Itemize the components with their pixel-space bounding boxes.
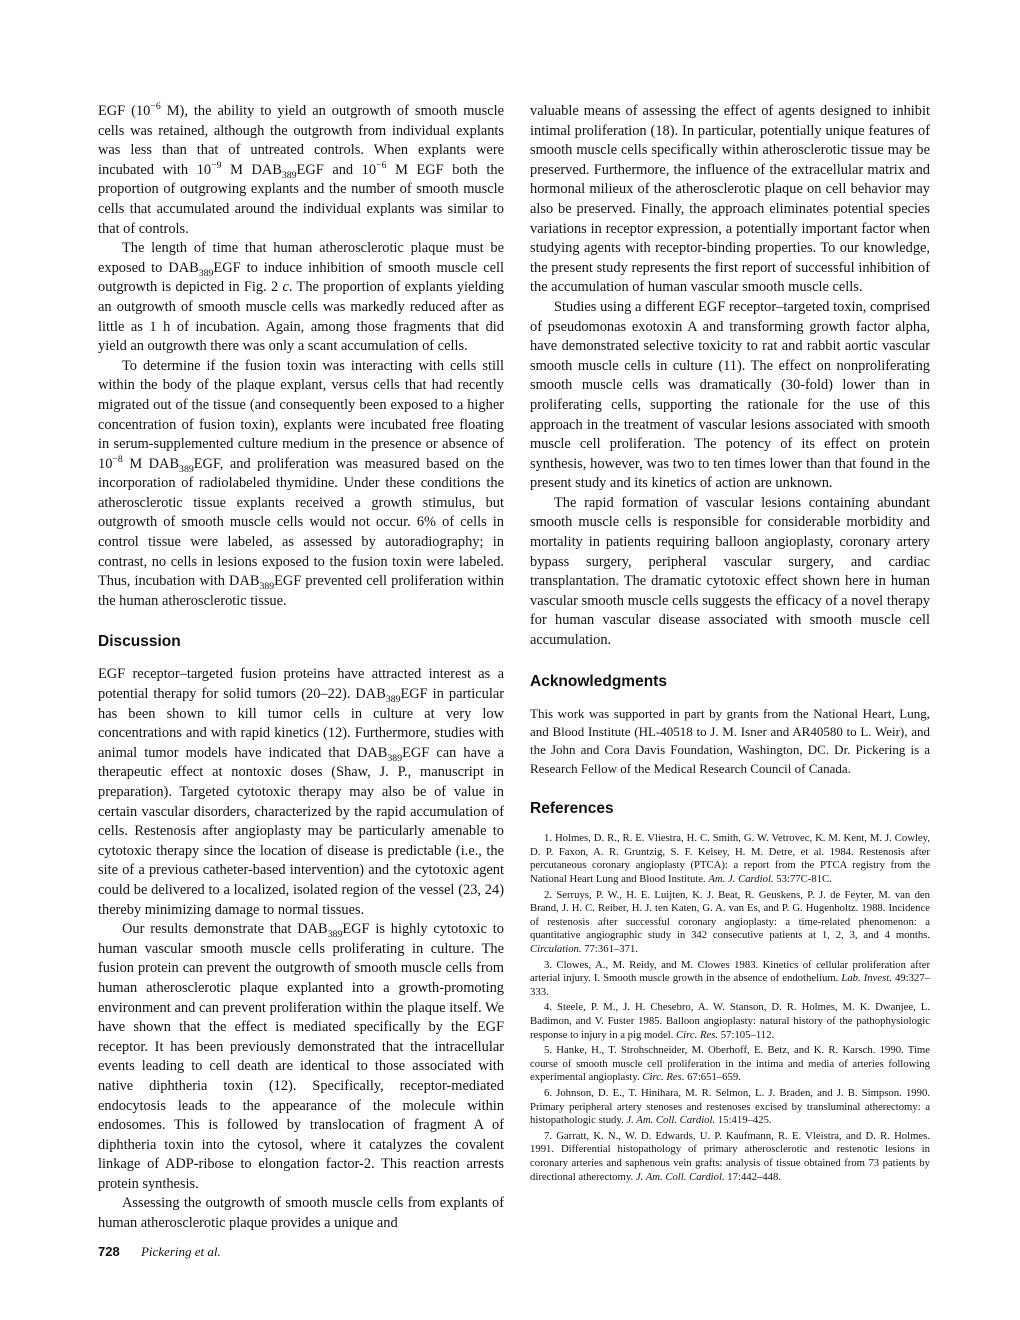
- references-heading: References: [530, 800, 614, 818]
- paragraph-proliferation: To determine if the fusion toxin was interacting with cells still within the body of the plaque explant, versus cells that had recently migrated out of the tissue (and consequently been exposed to a higher concentration of fusion toxin), explants were incubated free floating in serum-supplemented culture medium in the presence or absence of $10^{-8}$ M $DAB_{389}EGF$, and proliferation was measured based on the incorporation of radiolabeled thymidine. Under these conditions the atherosclerotic tissue explants received a growth stimulus, but outgrowth of smooth muscle cells would not occur. 6% of cells in control tissue were labeled, as assessed by autoradiography; in contrast, no cells in lesions exposed to the fusion toxin were labeled. Thus, incubation with $DAB_{389}EGF$ prevented cell proliferation within the human atherosclerotic tissue.: [98, 357, 504, 609]
- reference-item: 3. Clowes, A., M. Reidy, and M. Clowes 1983. Kinetics of cellular proliferation after arterial injury. I. Smooth muscle growth in the absence of endothelium. Lab. Invest. 49:327–333.: [530, 958, 930, 998]
- page-number: 728: [98, 1244, 120, 1259]
- left-column: [98, 102, 504, 1234]
- right-column: [530, 102, 930, 1186]
- acknowledgments-text: This work was supported in part by grants from the National Heart, Lung, and Blood Institute (HL-40518 to J. M. Isner and AR40580 to L. Weir), and the John and Cora Davis Foundation, Washington, DC. Dr. Pickering is a Research Fellow of the Medical Research Council of Canada.: [530, 705, 930, 776]
- paragraph-discussion-3: Assessing the outgrowth of smooth muscle cells from explants of human atherosclerotic plaque provides a unique and: [98, 1195, 504, 1232]
- running-author: Pickering et al.: [140, 1244, 221, 1259]
- discussion-heading: Discussion: [98, 633, 181, 651]
- reference-list: [530, 832, 930, 1184]
- paragraph-egf-results: EGF ($10^{-6}$ M), the ability to yield an outgrowth of smooth muscle cells was retained, although the outgrowth from individual explants was less than that of untreated controls. When explants were incubated with $10^{-9}$ M $DAB_{389}EGF$ and $10^{-6}$ M EGF both the proportion of outgrowing explants and the number of smooth muscle cells that accumulated around the individual explants was similar to that of controls.: [98, 101, 504, 237]
- reference-item: 6. Johnson, D. E., T. Hinihara, M. R. Selmon, L. J. Braden, and J. B. Simpson. 1990. Primary peripheral artery stenoses and restenoses excised by transluminal atherectomy: a histopathologic study. J. Am. Coll. Cardiol. 15:419–425.: [530, 1086, 930, 1127]
- paragraph-continued: valuable means of assessing the effect of agents designed to inhibit intimal proliferation (18). In particular, potentially unique features of smooth muscle cells specifically within atherosclerotic tissue may be preserved. Furthermore, the influence of the extracellular matrix and hormonal milieux of the atherosclerotic plaque on cell behavior may also be preserved. Finally, the approach eliminates potential species variations in receptor expression, a potentially important factor when studying agents with receptor-binding properties. To our knowledge, the present study represents the first report of successful inhibition of the accumulation of human vascular smooth muscle cells.: [530, 103, 930, 296]
- reference-item: 2. Serruys, P. W., H. E. Luijten, K. J. Beat, R. Geuskens, P. J. de Feyter, M. van den Brand, J. H. C. Reiber, H. J. ten Katen, G. A. van Es, and P. G. Hugenholtz. 1988. Incidence of restenosis after successful coronary angioplasty: a time-related phenomenon: a quantitative angiographic study in 342 consecutive patients at 1, 2, 3, and 4 months. Circulation. 77:361–371.: [530, 888, 930, 955]
- acknowledgments-heading: Acknowledgments: [530, 672, 667, 690]
- paragraph-discussion-1: EGF receptor–targeted fusion proteins have attracted interest as a potential therapy for solid tumors (20–22). $DAB_{389}EGF$ in particular has been shown to kill tumor cells in culture at very low concentrations and with rapid kinetics (12). Furthermore, studies with animal tumor models have indicated that $DAB_{389}EGF$ can have a therapeutic effect at nontoxic doses (Shaw, J. P., manuscript in preparation). Targeted cytotoxic therapy may also be of value in certain vascular disorders, characterized by the rapid accumulation of cells. Restenosis after angioplasty may be particularly amenable to cytotoxic therapy since the location of disease is predictable (i.e., the site of a previous catheter-based intervention) and the cytotoxic agent could be delivered to a localized, isolated region of the vessel (23, 24) thereby minimizing damage to normal tissues.: [98, 666, 504, 918]
- paragraph-exposure-time: The length of time that human atherosclerotic plaque must be exposed to $DAB_{389}EGF$ to induce inhibition of smooth muscle cell outgrowth is depicted in Fig. 2 c. The proportion of explants yielding an outgrowth of smooth muscle cells was markedly reduced after as little as 1 h of incubation. Again, among those fragments that did yield an outgrowth there was only a scant accumulation of cells.: [98, 240, 504, 355]
- paragraph-other-toxin: Studies using a different EGF receptor–targeted toxin, comprised of pseudomonas exotoxin A and transforming growth factor alpha, have demonstrated selective toxicity to rat and rabbit aortic vascular smooth muscle cells in culture (11). The effect on nonproliferating smooth muscle cells was dramatically (30-fold) lower than in proliferating cells, supporting the rationale for the use of this approach in the treatment of vascular lesions associated with smooth muscle cell proliferation. The potency of its effect on protein synthesis, however, was two to ten times lower than that found in the present study and its kinetics of action are unknown.: [530, 298, 930, 492]
- reference-item: 4. Steele, P. M., J. H. Chesebro, A. W. Stanson, D. R. Holmes, M. K. Dwanjee, L. Badimon, and V. Fuster 1985. Balloon angioplasty: natural history of the pathophysiologic response to injury in a pig model. Circ. Res. 57:105–112.: [530, 1001, 930, 1041]
- reference-item: 7. Garratt, K. N., W. D. Edwards, U. P. Kaufmann, R. E. Vleistra, and D. R. Holmes. 1991. Differential histopathology of primary atherosclerotic and restenotic lesions in coronary arteries and saphenous vein grafts: analysis of tissue obtained from 73 patients by directional atherectomy. J. Am. Coll. Cardiol. 17:442–448.: [530, 1129, 930, 1183]
- paragraph-discussion-2: Our results demonstrate that $DAB_{389}EGF$ is highly cytotoxic to human vascular smooth muscle cells proliferating in culture. The fusion protein can prevent the outgrowth of smooth muscle cells from human atherosclerotic plaque explanted into a growth-promoting environment and can prevent proliferation within the plaque itself. We have shown that the effect is mediated specifically by the EGF receptor. It has been previously demonstrated that the intracellular events leading to cell death are identical to those associated with native diphtheria toxin (12). Specifically, receptor-mediated endocytosis leads to the appearance of the molecule within endosomes. This is followed by translocation of fragment A of diphtheria toxin into the cytosol, where it catalyzes the covalent linkage of ADP-ribose to elongation factor-2. This reaction arrests protein synthesis.: [98, 921, 505, 1192]
- reference-item: 1. Holmes, D. R., R. E. Vliestra, H. C. Smith, G. W. Vetrovec, K. M. Kent, M. J. Cowley, D. P. Faxon, A. R. Gruntzig, S. F. Kelsey, H. M. Detre, et al. 1984. Restenosis after percutaneous coronary angioplasty (PTCA): a report from the PTCA registry from the National Heart Lung and Blood Institute. Am. J. Cardiol. 53:77C-81C.: [530, 832, 930, 886]
- paragraph-clinical-relevance: The rapid formation of vascular lesions containing abundant smooth muscle cells is responsible for considerable morbidity and mortality in patients requiring balloon angioplasty, coronary artery bypass surgery, peripheral vascular surgery, and cardiac transplantation. The dramatic cytotoxic effect shown here in human vascular smooth muscle cells suggests the efficacy of a novel therapy for human vascular disease associated with smooth muscle cell accumulation.: [530, 494, 930, 649]
- reference-item: 5. Hanke, H., T. Strohschneider, M. Oberhoff, E. Betz, and K. R. Karsch. 1990. Time course of smooth muscle cell proliferation in the intima and media of arteries following experimental angioplasty. Circ. Res. 67:651–659.: [530, 1044, 930, 1084]
- page-footer: [98, 1244, 221, 1260]
